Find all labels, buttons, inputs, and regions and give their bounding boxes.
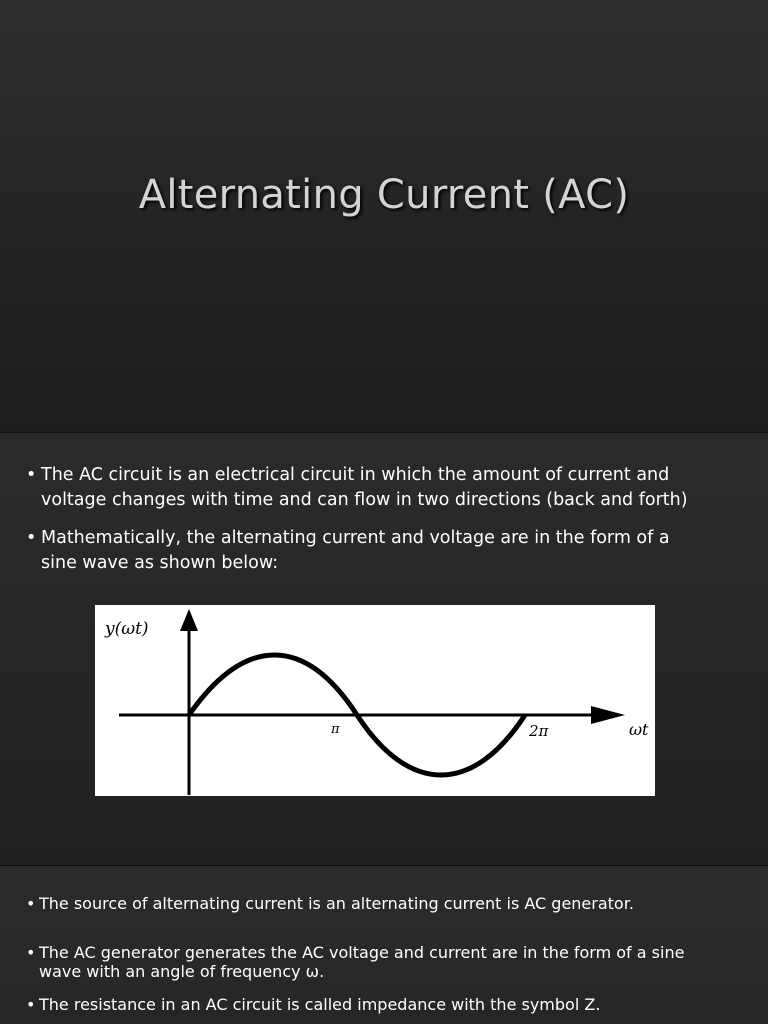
bullet-marker: • bbox=[26, 943, 36, 962]
slide-title bbox=[0, 0, 768, 432]
y-axis-label: y(ωt) bbox=[105, 619, 149, 639]
slide-title-heading: Alternating Current (AC) bbox=[138, 172, 630, 218]
sine-wave-figure bbox=[95, 605, 655, 796]
bullet-item bbox=[26, 526, 706, 575]
bullet-marker: • bbox=[26, 894, 36, 913]
bullet-item bbox=[26, 995, 726, 1014]
bullet-marker: • bbox=[26, 995, 36, 1014]
y-axis-arrow-icon bbox=[180, 609, 198, 631]
bullet-marker: • bbox=[26, 528, 37, 548]
bullet-item bbox=[26, 894, 726, 913]
bullet-text: The source of alternating current is an alternating current is AC generator. bbox=[39, 894, 634, 913]
bullet-text: The resistance in an AC circuit is called impedance with the symbol Z. bbox=[39, 995, 601, 1014]
bullet-list bbox=[26, 894, 726, 1014]
sine-wave-graph bbox=[95, 605, 655, 796]
bullet-text: The AC circuit is an electrical circuit in which the amount of current and voltage changes with time and can flow in two directions (back and forth) bbox=[41, 465, 688, 510]
bullet-list bbox=[26, 463, 706, 589]
x-axis-label: ωt bbox=[629, 720, 649, 739]
x-axis-arrow-icon bbox=[591, 706, 625, 724]
slide-definition bbox=[0, 433, 768, 865]
bullet-text: The AC generator generates the AC voltage and current are in the form of a sine wave with an angle of frequency ω. bbox=[39, 943, 685, 981]
slide-generator bbox=[0, 866, 768, 1024]
bullet-marker: • bbox=[26, 465, 37, 485]
bullet-text: Mathematically, the alternating current and voltage are in the form of a sine wave as shown below: bbox=[41, 528, 670, 573]
bullet-item bbox=[26, 463, 706, 512]
tick-label-pi: π bbox=[331, 722, 340, 737]
tick-label-2pi: 2π bbox=[529, 722, 549, 740]
bullet-item bbox=[26, 943, 726, 981]
